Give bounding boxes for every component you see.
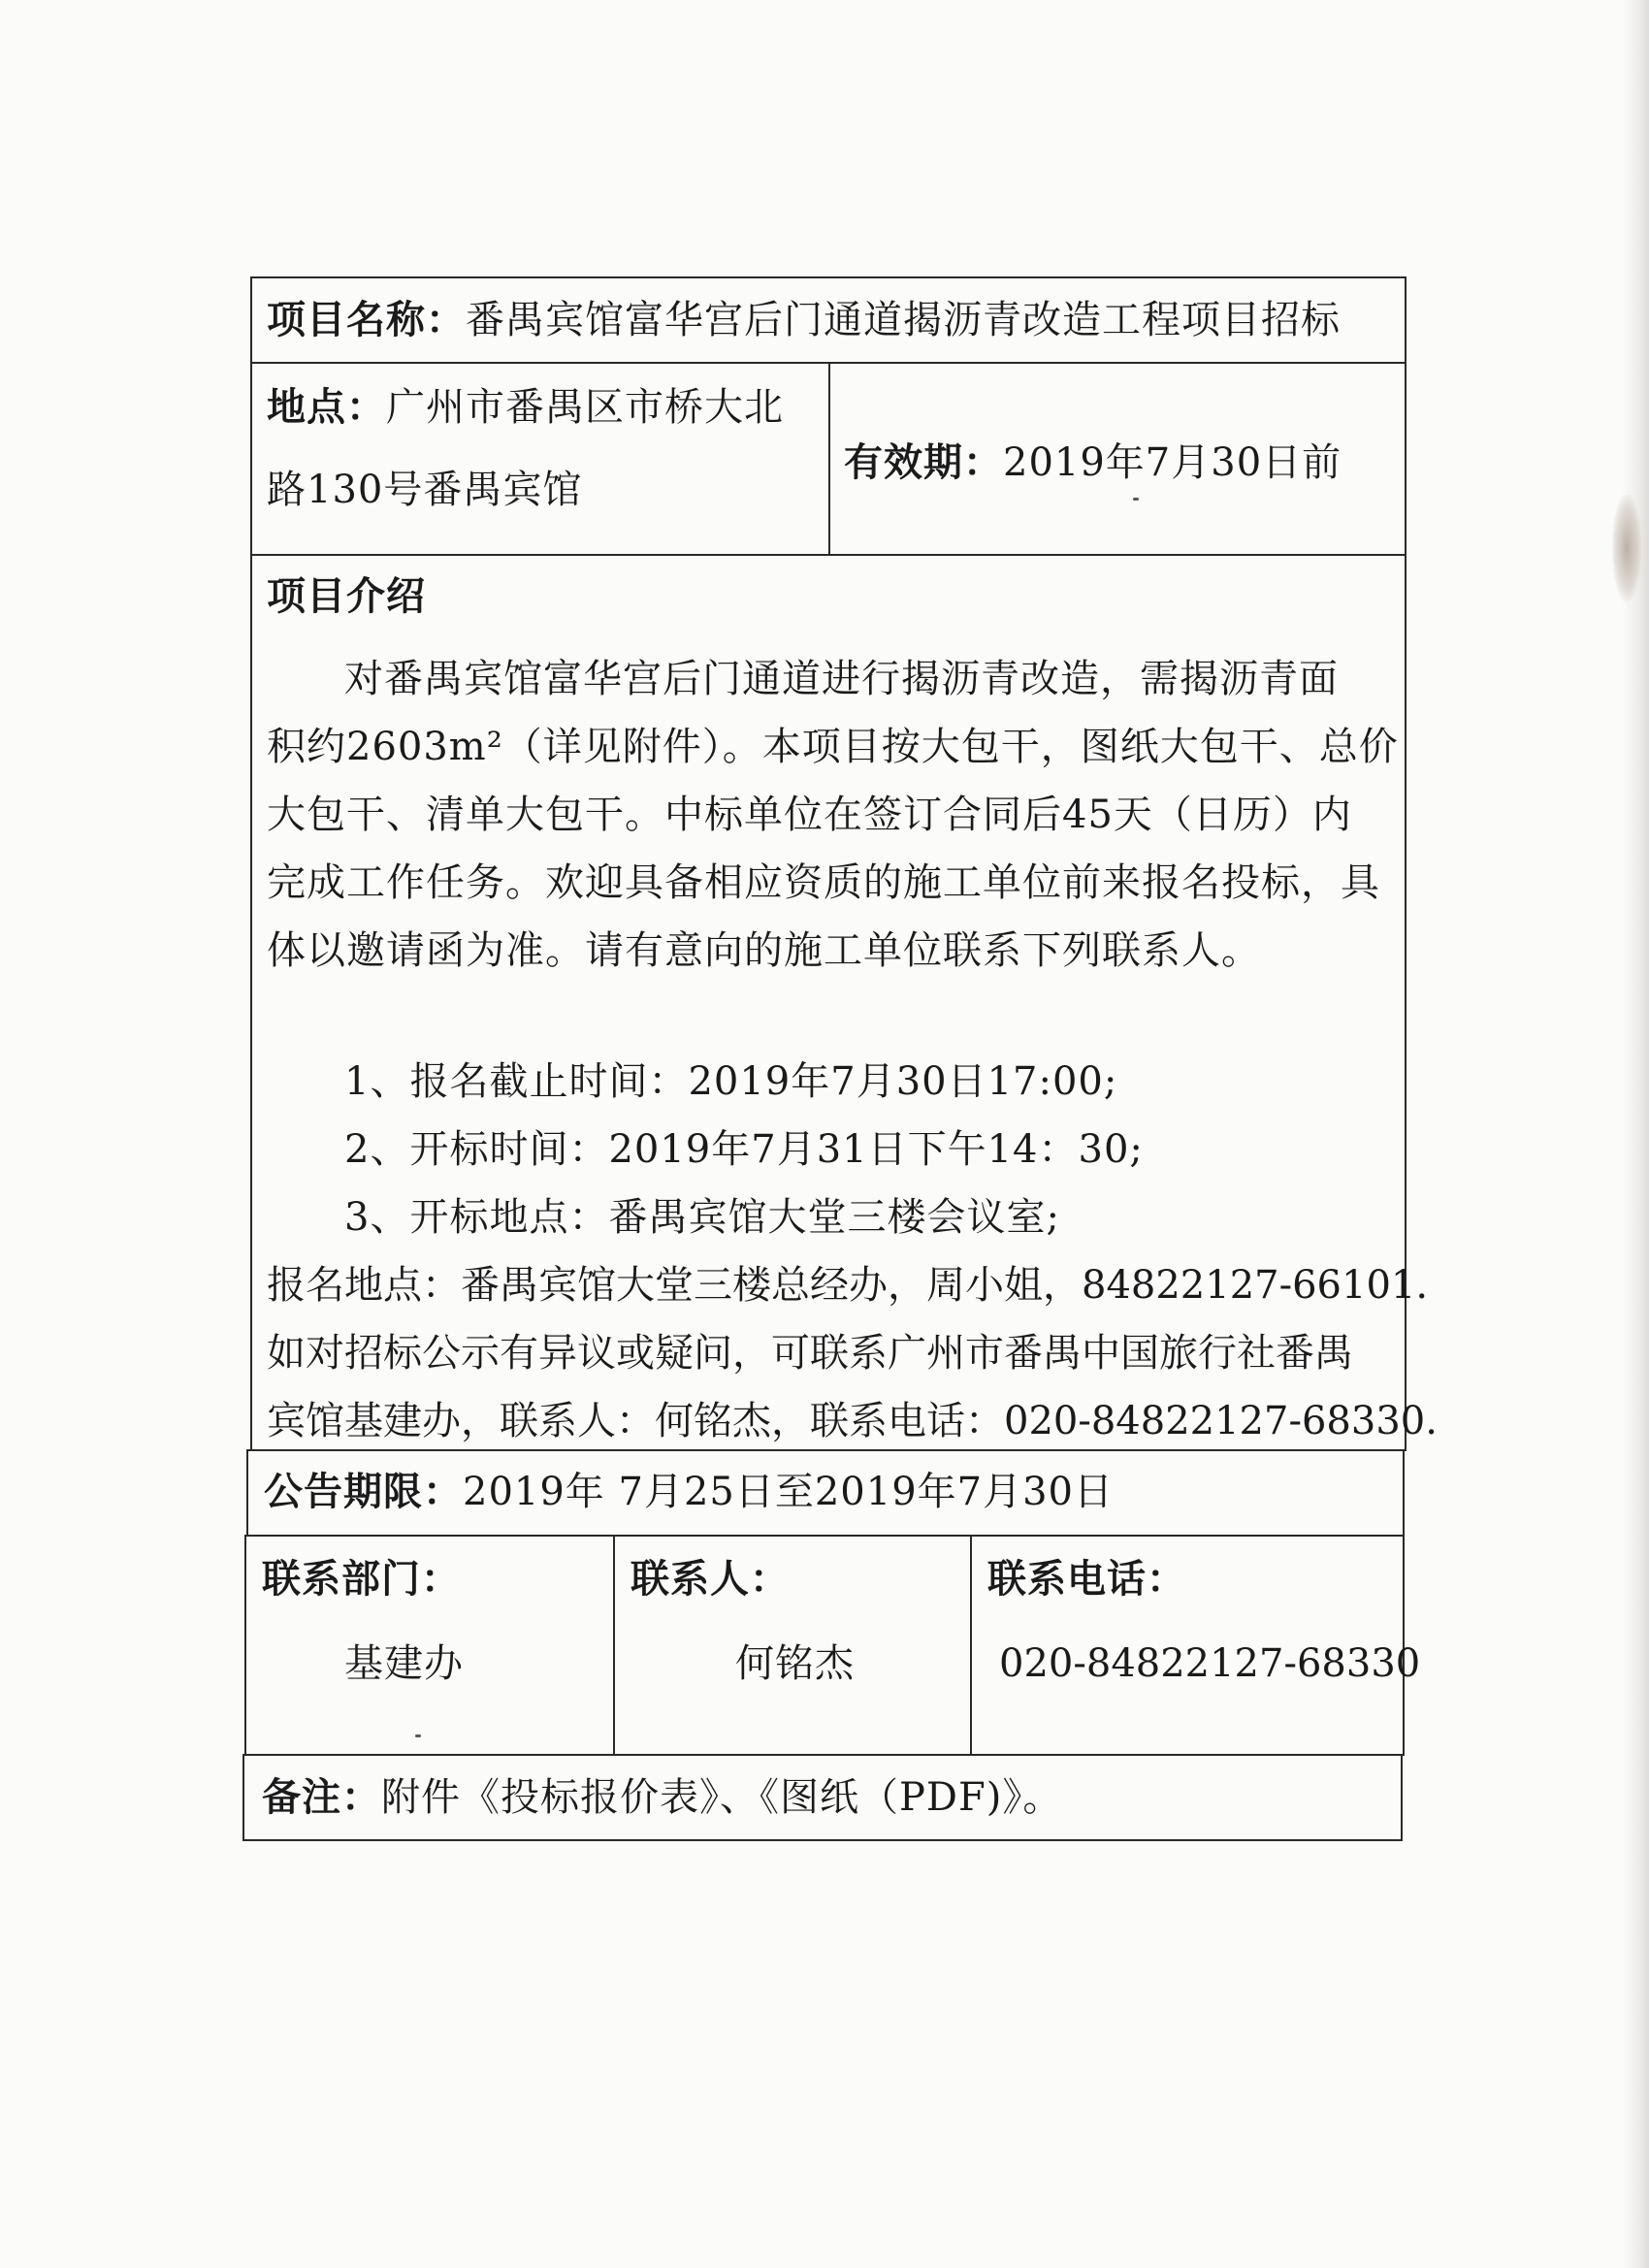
validity-row bbox=[844, 438, 1342, 487]
project-name-value: 番禺宾馆富华宫后门通道揭沥青改造工程项目招标 bbox=[466, 298, 1341, 342]
department-label: 联系部门： bbox=[262, 1557, 461, 1602]
paper-stain bbox=[1612, 495, 1641, 601]
location-value-1: 广州市番禺区市桥大北 bbox=[386, 385, 784, 430]
scan-speck bbox=[415, 1734, 421, 1737]
registration-line: 报名地点：番禺宾馆大堂三楼总经办，周小姐，84822127-66101. bbox=[267, 1263, 1429, 1308]
intro-paragraph-line-2: 积约2603m²（详见附件）。本项目按大包干，图纸大包干、总价 bbox=[267, 725, 1399, 769]
remarks-row bbox=[262, 1773, 1062, 1822]
intro-paragraph-line-3: 大包干、清单大包干。中标单位在签订合同后45天（日历）内 bbox=[267, 793, 1352, 837]
remarks-value: 附件《投标报价表》、《图纸（PDF)》。 bbox=[381, 1775, 1063, 1820]
notice-period-value: 2019年 7月25日至2019年7月30日 bbox=[463, 1470, 1115, 1514]
project-name-label: 项目名称： bbox=[267, 298, 466, 342]
intro-item-3: 3、开标地点：番禺宾馆大堂三楼会议室; bbox=[344, 1195, 1060, 1240]
validity-label: 有效期： bbox=[844, 440, 1003, 485]
intro-paragraph-line-1: 对番禺宾馆富华宫后门通道进行揭沥青改造，需揭沥青面 bbox=[344, 657, 1339, 701]
project-name-row bbox=[267, 296, 1341, 344]
department-value: 基建办 bbox=[344, 1641, 464, 1686]
validity-value: 2019年7月30日前 bbox=[1003, 440, 1342, 485]
notice-period-row bbox=[264, 1468, 1114, 1516]
scan-edge-shadow bbox=[1622, 0, 1649, 2268]
contact-person-label: 联系人： bbox=[630, 1557, 790, 1602]
remarks-label: 备注： bbox=[262, 1775, 381, 1820]
location-line-2 bbox=[267, 466, 582, 514]
location-label: 地点： bbox=[267, 385, 386, 430]
objection-line-1: 如对招标公示有异议或疑问，可联系广州市番禺中国旅行社番禺 bbox=[267, 1331, 1353, 1376]
notice-period-label: 公告期限： bbox=[264, 1470, 463, 1514]
phone-value: 020-84822127-68330 bbox=[999, 1641, 1421, 1686]
phone-label: 联系电话： bbox=[987, 1557, 1186, 1602]
intro-item-2: 2、开标时间：2019年7月31日下午14：30; bbox=[344, 1127, 1144, 1172]
contact-person-value: 何铭杰 bbox=[735, 1641, 855, 1686]
objection-line-2: 宾馆基建办，联系人：何铭杰，联系电话：020-84822127-68330. bbox=[267, 1399, 1438, 1443]
location-value-2: 路130号番禺宾馆 bbox=[267, 468, 583, 512]
intro-heading: 项目介绍 bbox=[267, 574, 426, 619]
location-line-1 bbox=[267, 383, 784, 432]
intro-item-1: 1、报名截止时间：2019年7月30日17:00; bbox=[344, 1059, 1118, 1104]
intro-paragraph-line-4: 完成工作任务。欢迎具备相应资质的施工单位前来报名投标，具 bbox=[267, 860, 1380, 905]
intro-paragraph-line-5: 体以邀请函为准。请有意向的施工单位联系下列联系人。 bbox=[267, 928, 1261, 973]
scan-speck bbox=[1133, 498, 1139, 501]
